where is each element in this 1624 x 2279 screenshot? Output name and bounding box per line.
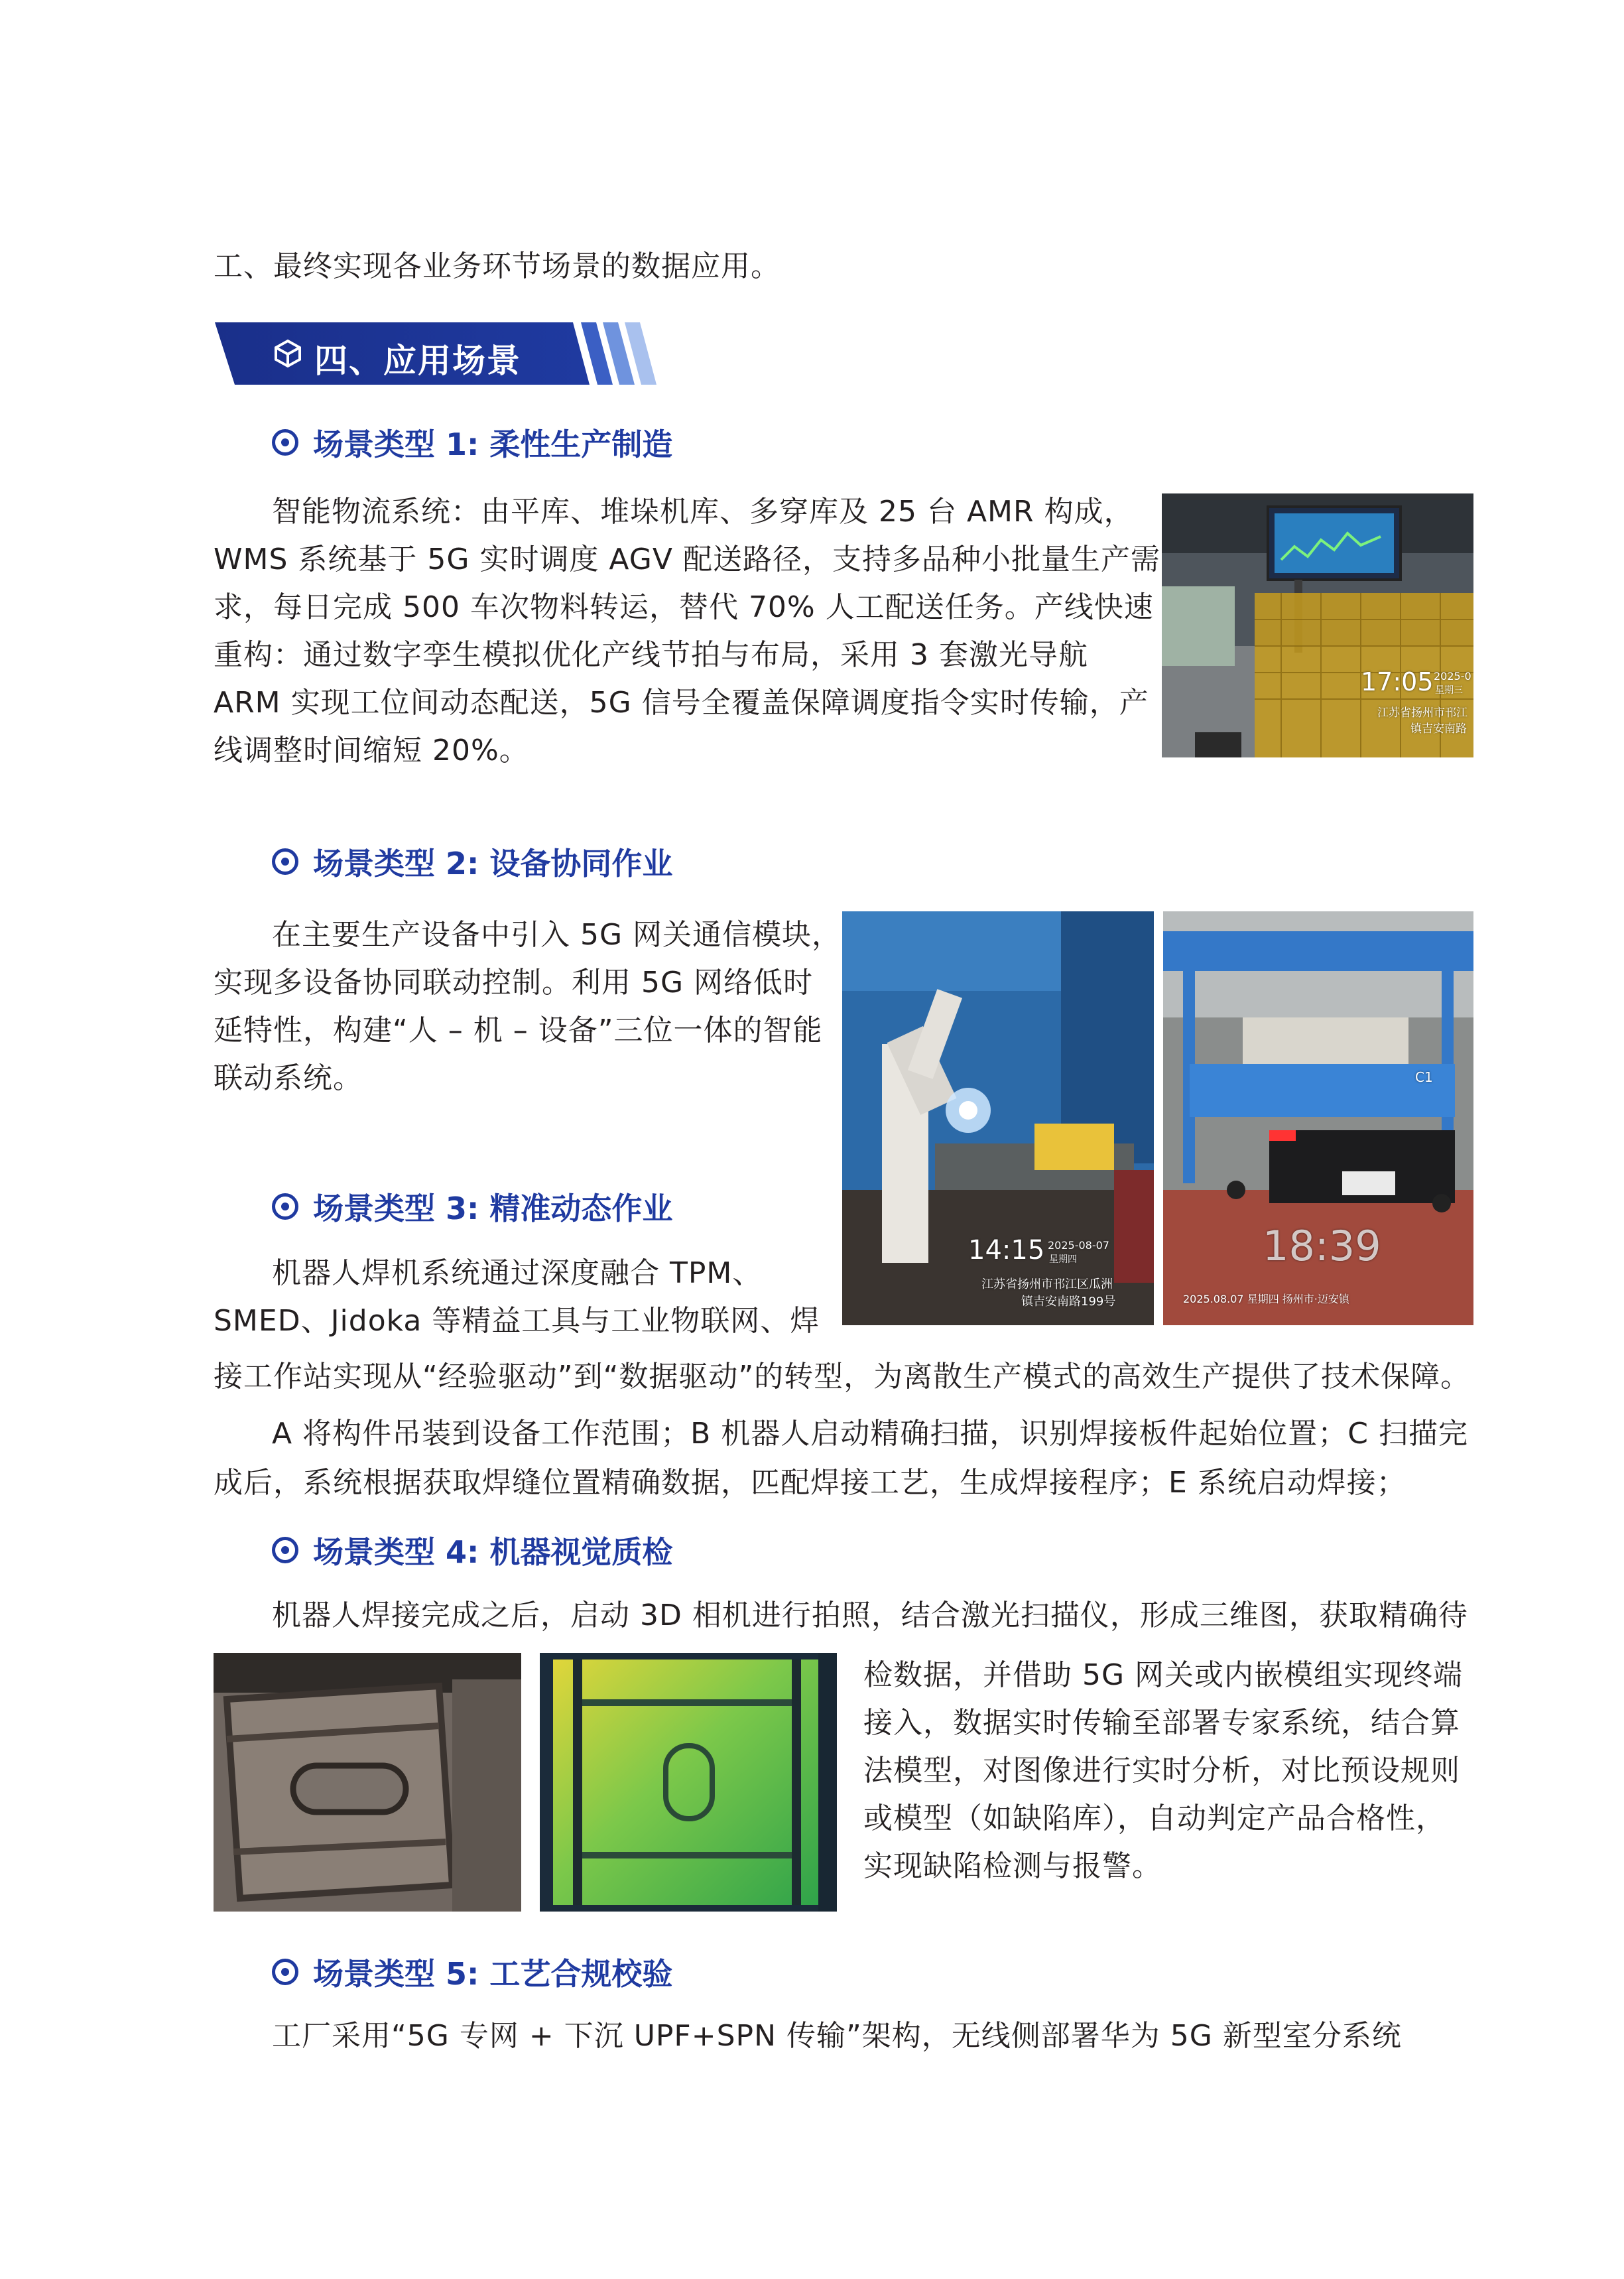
section-3-line-4: A 将构件吊装到设备工作范围；B 机器人启动精确扫描，识别焊接板件起始位置；C 扫描完 xyxy=(272,1417,1468,1451)
section-title-text: 场景类型 2: 设备协同作业 xyxy=(313,846,673,881)
section-4-line-5: 或模型（如缺陷库），自动判定产品合格性， xyxy=(863,1801,1446,1835)
section-title-text: 场景类型 5: 工艺合规校验 xyxy=(313,1956,673,1992)
section-2-line-2: 实现多设备协同联动控制。利用 5G 网络低时 xyxy=(214,966,814,1000)
target-bullet-icon xyxy=(272,1537,298,1563)
photo-1-weekday: 星期三 xyxy=(1435,685,1463,696)
cube-icon xyxy=(273,339,302,371)
photo-3-tag: C1 xyxy=(1415,1069,1433,1085)
photo-agv xyxy=(1163,911,1473,1325)
target-bullet-icon xyxy=(272,1193,298,1220)
section-1-line-3: 求，每日完成 500 车次物料转运，替代 70% 人工配送任务。产线快速 xyxy=(214,590,1154,624)
section-title-4 xyxy=(272,1528,672,1572)
photo-logistics xyxy=(1162,493,1473,757)
section-1-line-5: ARM 实现工位间动态配送，5G 信号全覆盖保障调度指令实时传输，产 xyxy=(214,686,1149,720)
section-3-line-2: SMED、Jidoka 等精益工具与工业物联网、焊 xyxy=(214,1304,820,1338)
section-1-line-2: WMS 系统基于 5G 实时调度 AGV 配送路径，支持多品种小批量生产需 xyxy=(214,543,1160,576)
section-title-text: 场景类型 3: 精准动态作业 xyxy=(313,1191,673,1226)
photo-1-time: 17:05 xyxy=(1361,667,1434,696)
section-4-line-6: 实现缺陷检测与报警。 xyxy=(863,1849,1162,1883)
section-5-line-1: 工厂采用“5G 专网 + 下沉 UPF+SPN 传输”架构，无线侧部署华为 5G 新型室分系统 xyxy=(272,2019,1402,2053)
photo-3d-scan xyxy=(540,1653,837,1912)
section-title-5 xyxy=(272,1950,672,1994)
section-title-3 xyxy=(272,1185,672,1228)
target-bullet-icon xyxy=(272,848,298,875)
section-title-text: 场景类型 4: 机器视觉质检 xyxy=(313,1534,673,1570)
section-title-text: 场景类型 1: 柔性生产制造 xyxy=(313,426,673,462)
photo-3-footer: 2025.08.07 星期四 扬州市·迈安镇 xyxy=(1183,1293,1349,1305)
section-2-line-4: 联动系统。 xyxy=(214,1061,363,1095)
chapter-title: 四、应用场景 xyxy=(314,341,521,380)
section-4-line-1: 机器人焊接完成之后，启动 3D 相机进行拍照，结合激光扫描仪，形成三维图，获取精确待 xyxy=(272,1598,1468,1632)
photo-weldment xyxy=(214,1653,521,1912)
target-bullet-icon xyxy=(272,1959,298,1985)
photo-2-location-2: 镇吉安南路199号 xyxy=(1021,1295,1116,1309)
photo-2-date: 2025-08-07 xyxy=(1048,1239,1109,1252)
photo-2-time: 14:15 xyxy=(968,1235,1045,1266)
section-title-2 xyxy=(272,840,672,883)
photo-1-date: 2025-0 xyxy=(1434,670,1471,683)
section-4-line-2: 检数据，并借助 5G 网关或内嵌模组实现终端 xyxy=(863,1658,1464,1692)
section-3-line-3: 接工作站实现从“经验驱动”到“数据驱动”的转型，为离散生产模式的高效生产提供了技术保障。 xyxy=(214,1360,1471,1394)
photo-1-location-1: 江苏省扬州市邗江 xyxy=(1377,706,1468,720)
section-4-line-3: 接入，数据实时传输至部署专家系统，结合算 xyxy=(863,1706,1460,1740)
chapter-banner xyxy=(215,322,666,385)
section-title-1 xyxy=(272,421,672,464)
intro-text: 工、最终实现各业务环节场景的数据应用。 xyxy=(214,249,781,283)
photo-3-time: 18:39 xyxy=(1263,1222,1381,1270)
section-4-line-4: 法模型，对图像进行实时分析，对比预设规则 xyxy=(863,1754,1460,1788)
section-2-line-3: 延特性，构建“人 – 机 – 设备”三位一体的智能 xyxy=(214,1013,823,1047)
section-1-line-1: 智能物流系统：由平库、堆垛机库、多穿库及 25 台 AMR 构成， xyxy=(272,495,1134,529)
section-3-line-1: 机器人焊机系统通过深度融合 TPM、 xyxy=(272,1256,763,1290)
target-bullet-icon xyxy=(272,429,298,456)
section-1-line-6: 线调整时间缩短 20%。 xyxy=(214,734,529,767)
photo-2-location-1: 江苏省扬州市邗江区瓜洲 xyxy=(981,1277,1113,1291)
section-2-line-1: 在主要生产设备中引入 5G 网关通信模块， xyxy=(272,918,842,952)
photo-2-weekday: 星期四 xyxy=(1049,1254,1077,1265)
section-1-line-4: 重构：通过数字孪生模拟优化产线节拍与布局，采用 3 套激光导航 xyxy=(214,638,1088,672)
photo-welding-robot xyxy=(842,911,1154,1325)
section-3-line-5: 成后，系统根据获取焊缝位置精确数据，匹配焊接工艺，生成焊接程序；E 系统启动焊接； xyxy=(214,1466,1406,1500)
photo-1-location-2: 镇吉安南路 xyxy=(1410,722,1467,736)
